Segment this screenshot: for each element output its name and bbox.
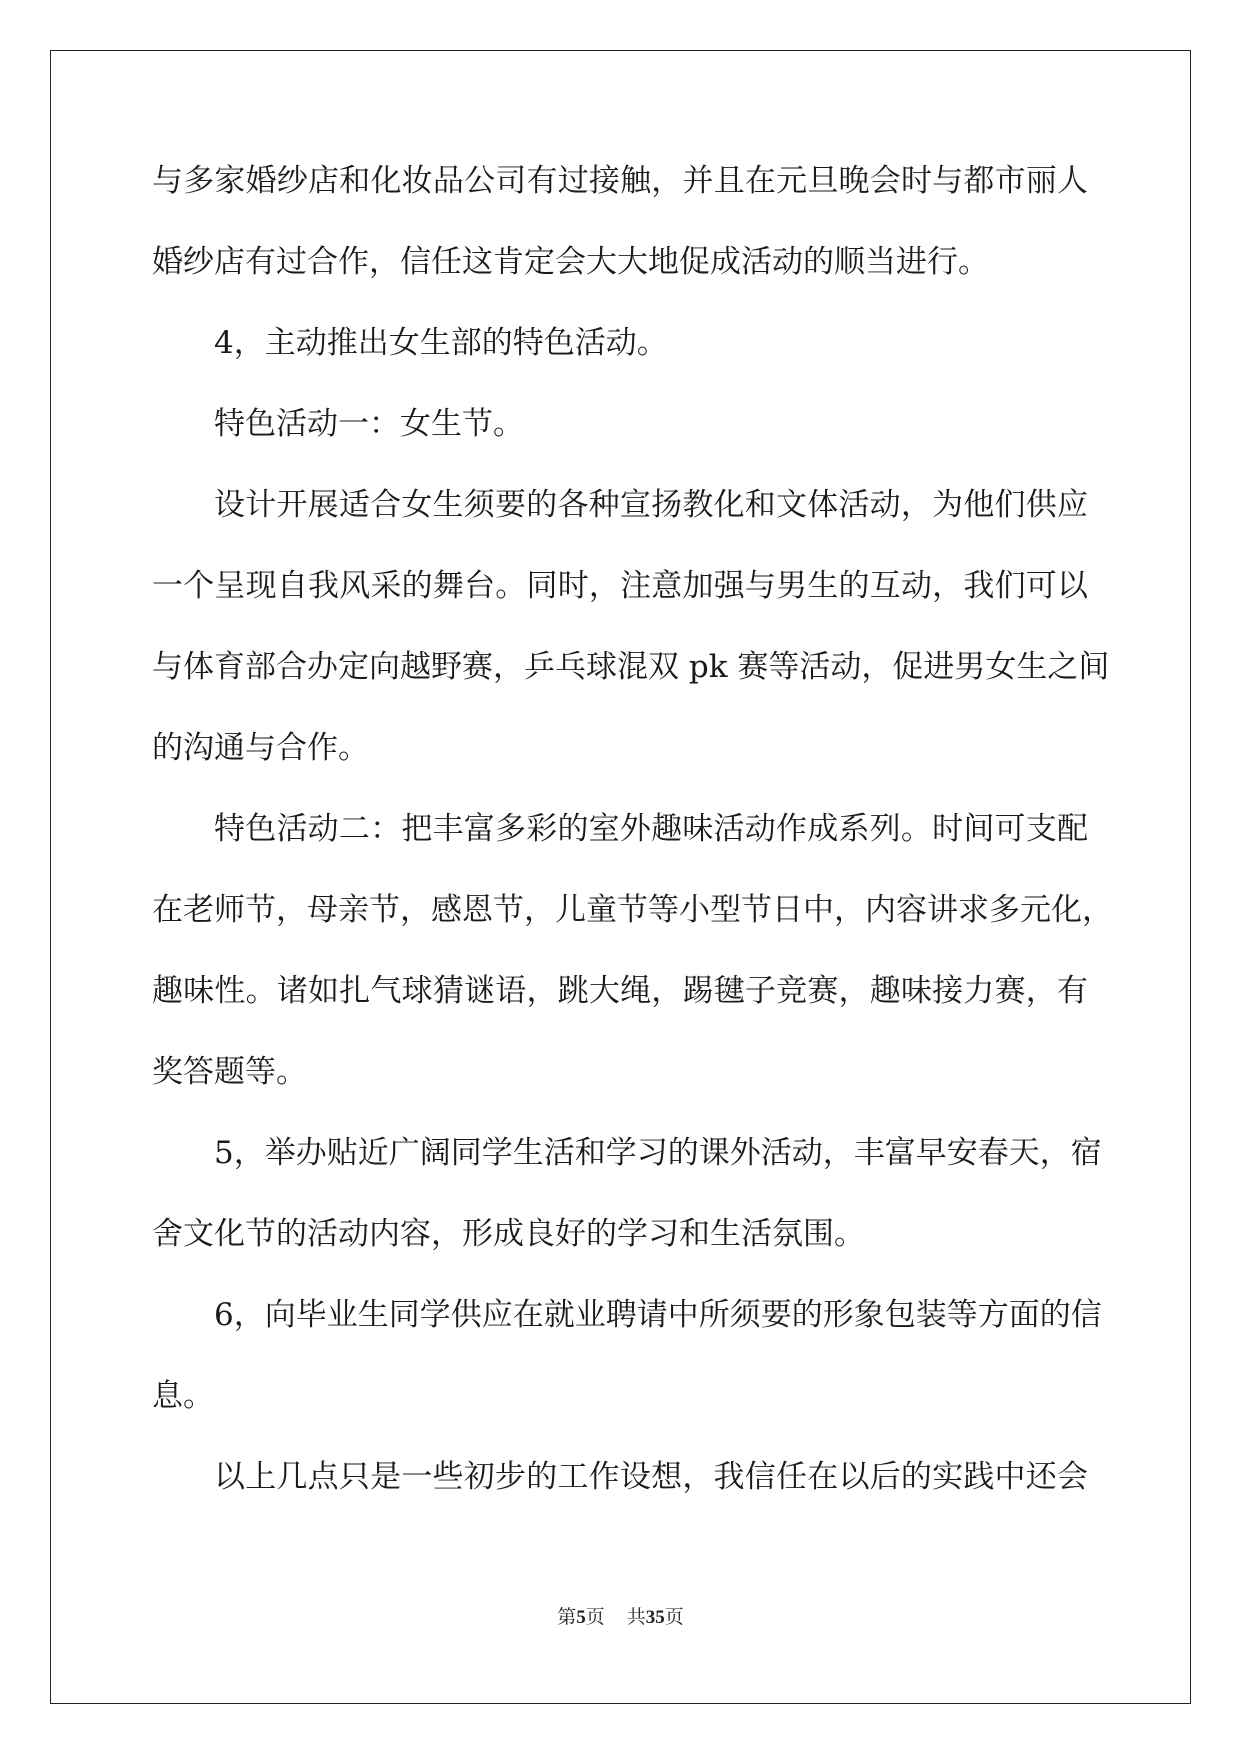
text-line: 与多家婚纱店和化妆品公司有过接触，并且在元旦晚会时与都市丽人: [152, 163, 1088, 199]
text-line: 设计开展适合女生须要的各种宣扬教化和文体活动，为他们供应: [214, 487, 1088, 523]
page-label-suffix: 页: [585, 1606, 605, 1628]
text-line: 趣味性。诸如扎气球猜谜语，跳大绳，踢毽子竞赛，趣味接力赛，有: [152, 973, 1088, 1009]
text-line: 婚纱店有过合作，信任这肯定会大大地促成活动的顺当进行。: [152, 244, 989, 280]
text-line: 息。: [152, 1378, 214, 1414]
page-label-prefix: 第: [557, 1606, 577, 1628]
text-line: 以上几点只是一些初步的工作设想，我信任在以后的实践中还会: [214, 1459, 1088, 1495]
text-line: 一个呈现自我风采的舞台。同时，注意加强与男生的互动，我们可以: [152, 568, 1088, 604]
text-line: 4，主动推出女生部的特色活动。: [214, 325, 668, 361]
text-line: 5，举办贴近广阔同学生活和学习的课外活动，丰富早安春天，宿: [214, 1135, 1102, 1171]
total-label-suffix: 页: [664, 1606, 684, 1628]
text-line: 奖答题等。: [152, 1054, 307, 1090]
text-line: 特色活动二：把丰富多彩的室外趣味活动作成系列。时间可支配: [214, 811, 1088, 847]
text-line: 特色活动一：女生节。: [214, 406, 524, 442]
text-line: 6，向毕业生同学供应在就业聘请中所须要的形象包装等方面的信: [214, 1297, 1102, 1333]
total-pages: 35: [645, 1607, 665, 1628]
total-label-prefix: 共: [626, 1606, 646, 1628]
page-footer: [0, 1606, 1241, 1629]
text-line: 与体育部合办定向越野赛，乒乓球混双 pk 赛等活动，促进男女生之间: [152, 649, 1110, 685]
text-line: 舍文化节的活动内容，形成良好的学习和生活氛围。: [152, 1216, 865, 1252]
text-line: 的沟通与合作。: [152, 730, 369, 766]
document-body: [152, 163, 1113, 1543]
page-number: 5: [576, 1607, 586, 1628]
text-line: 在老师节，母亲节，感恩节，儿童节等小型节日中，内容讲求多元化，: [152, 892, 1113, 928]
